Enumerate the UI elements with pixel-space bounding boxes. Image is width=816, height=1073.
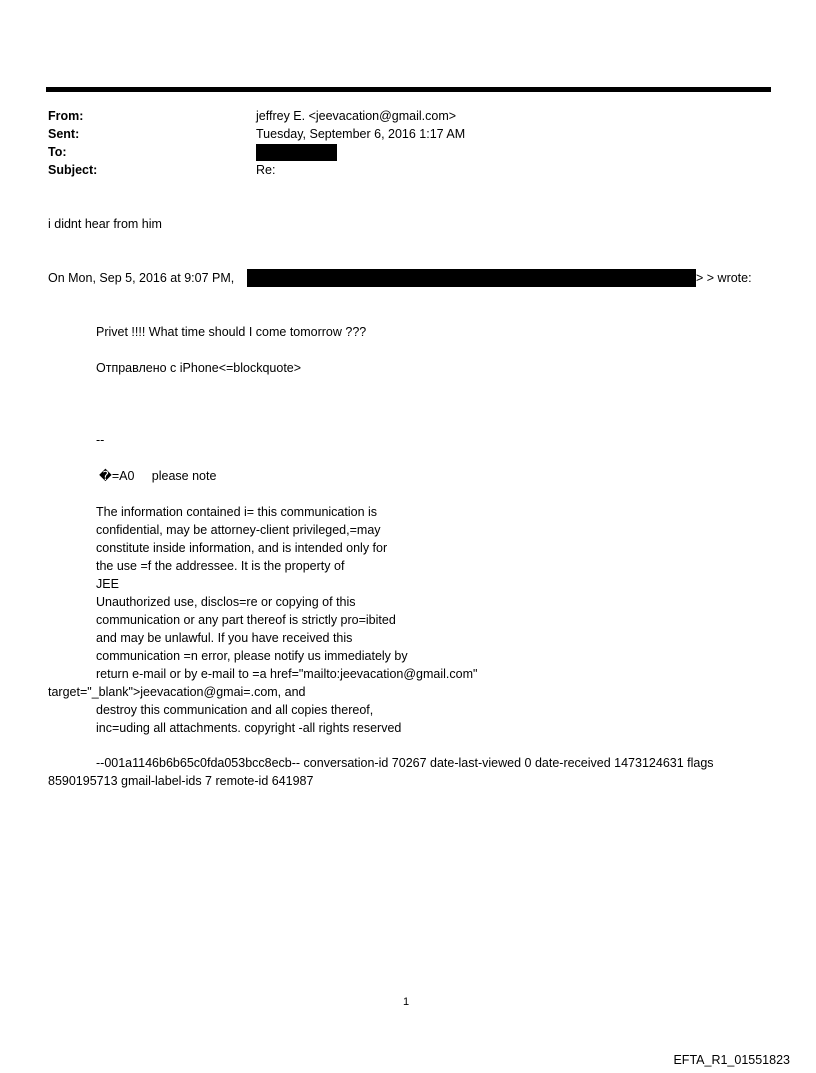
disclaimer [48, 503, 478, 737]
disclaimer-line: communication =n error, please notify us immediately by [96, 649, 408, 663]
disclaimer-line: constitute inside information, and is intended only for [96, 541, 388, 555]
sender-redaction [247, 269, 696, 287]
disclaimer-line: The information contained i= this communication is [96, 505, 378, 519]
page-number: 1 [403, 996, 410, 1008]
quoted-line-2: Отправлено с iPhone<=blockquote> [96, 361, 302, 375]
please-note: �=A0 please note [99, 469, 217, 483]
header-rule [46, 87, 771, 92]
disclaimer-line: JEE [96, 577, 119, 591]
subject-value: Re: [256, 163, 276, 177]
disclaimer-line: inc=uding all attachments. copyright -all rights reserved [96, 721, 402, 735]
disclaimer-line: target="_blank">jeevacation@gmai=.com, and [48, 685, 306, 699]
signature-separator: -- [96, 433, 105, 447]
disclaimer-line: communication or any part thereof is strictly pro=ibited [96, 613, 396, 627]
subject-label: Subject: [48, 163, 98, 177]
disclaimer-line: the use =f the addressee. It is the property of [96, 559, 345, 573]
quoted-line-1: Privet !!!! What time should I come tomorrow ??? [96, 325, 367, 339]
metadata-line-1: --001a1146b6b65c0fda053bcc8ecb-- conversation-id 70267 date-last-viewed 0 date-received 1473124631 flags [96, 756, 714, 770]
disclaimer-line: confidential, may be attorney-client privileged,=may [96, 523, 381, 537]
disclaimer-line: return e-mail or by e-mail to =a href="mailto:jeevacation@gmail.com" [96, 667, 478, 681]
to-redaction [256, 144, 337, 161]
quote-intro-suffix: > > wrote: [696, 271, 752, 285]
bates-number: EFTA_R1_01551823 [673, 1053, 790, 1067]
disclaimer-line: destroy this communication and all copies thereof, [96, 703, 374, 717]
disclaimer-line: Unauthorized use, disclos=re or copying of this [96, 595, 356, 609]
from-value: jeffrey E. <jeevacation@gmail.com> [256, 109, 457, 123]
to-label: To: [48, 145, 67, 159]
reply-text: i didnt hear from him [48, 217, 162, 231]
quote-intro-prefix: On Mon, Sep 5, 2016 at 9:07 PM, [48, 271, 235, 285]
from-label: From: [48, 109, 84, 123]
sent-label: Sent: [48, 127, 80, 141]
disclaimer-line: and may be unlawful. If you have received this [96, 631, 353, 645]
sent-value: Tuesday, September 6, 2016 1:17 AM [256, 127, 466, 141]
metadata-line-2: 8590195713 gmail-label-ids 7 remote-id 641987 [48, 774, 314, 788]
